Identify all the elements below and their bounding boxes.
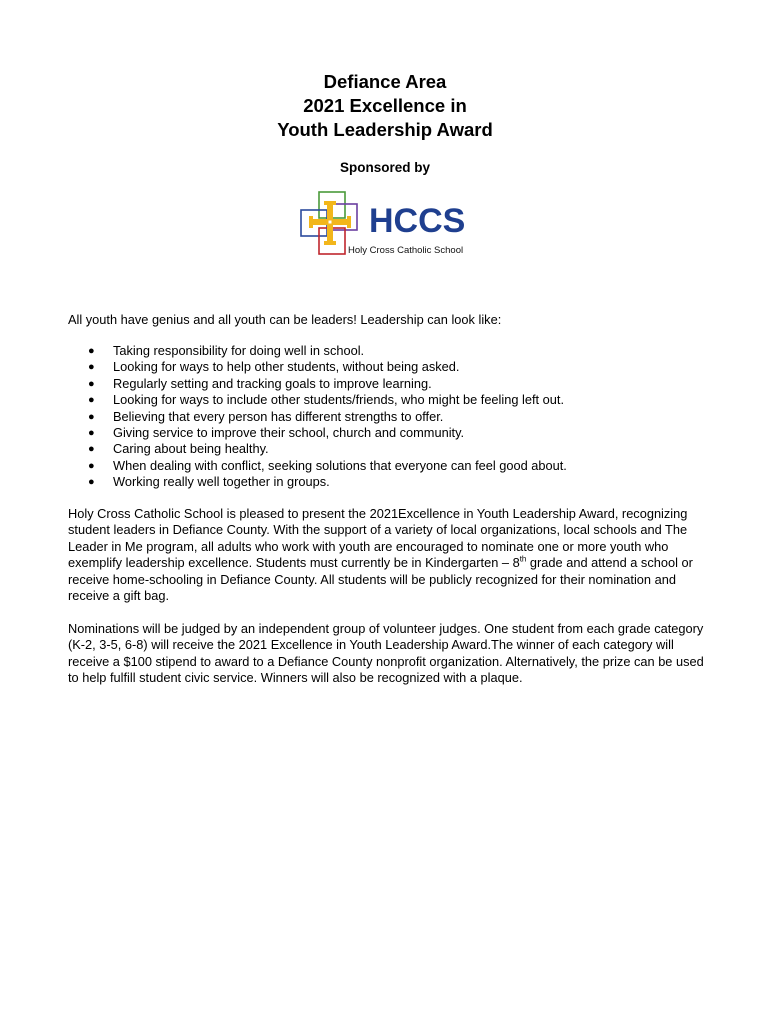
sponsored-by-label: Sponsored by	[339, 160, 430, 175]
title-line-3: Youth Leadership Award	[277, 119, 493, 140]
para1-text-end: grade and attend a school or receive home-schooling in Defiance County. All students will be publicly recognized for their nomination and receive a gift bag.	[68, 555, 693, 604]
bullet-icon: ●	[88, 476, 95, 489]
title-line-1: Defiance Area	[323, 71, 447, 92]
list-item	[68, 392, 708, 408]
list-item	[68, 441, 708, 457]
list-item	[68, 376, 708, 392]
title-line-2: 2021 Excellence in	[303, 95, 467, 116]
logo-school-name: Holy Cross Catholic School	[348, 245, 464, 256]
bullet-icon: ●	[88, 394, 95, 407]
list-item-text: When dealing with conflict, seeking solutions that everyone can feel good about.	[113, 457, 567, 473]
list-item-text: Giving service to improve their school, church and community.	[113, 425, 465, 441]
judging-paragraph: Nominations will be judged by an independent group of volunteer judges. One student from each grade category (K-2, 3-5, 6-8) will receive the 2021 Excellence in Youth Leadership Award.The winner of each category will receive a $100 stipend to award to a Defiance County nonprofit organization. Alternatively, the prize can be used to help fulfill student civic service. Winners will also be recognized with a plaque.	[68, 621, 704, 686]
intro-paragraph: All youth have genius and all youth can be leaders! Leadership can look like:	[68, 312, 502, 327]
bullet-icon: ●	[88, 361, 95, 374]
hccs-logo	[299, 191, 474, 261]
list-item-text: Taking responsibility for doing well in school.	[113, 343, 365, 358]
award-description-paragraph	[68, 506, 708, 604]
list-item	[68, 458, 708, 474]
para1-text-start: Holy Cross Catholic School is pleased to present the 2021Excellence in Youth Leadership Award, recognizing student leaders in Defiance County. With the support of a variety of local organizations, local schools and The Leader in Me program, all adults who work with youth are encouraged to nominate one or more youth who exemplify leadership excellence. Students must currently be in Kindergarten – 8	[68, 506, 688, 571]
document-title	[0, 70, 770, 142]
logo-acronym: HCCS	[369, 202, 466, 240]
leadership-bullet-list	[68, 343, 708, 491]
bullet-icon: ●	[88, 443, 95, 456]
list-item-text: Looking for ways to include other students/friends, who might be feeling left out.	[113, 392, 564, 408]
list-item	[68, 343, 708, 359]
list-item-text: Regularly setting and tracking goals to improve learning.	[113, 375, 432, 391]
bullet-icon: ●	[88, 459, 95, 472]
logo-square-purple	[331, 204, 357, 230]
list-item-text: Caring about being healthy.	[113, 441, 269, 457]
list-item	[68, 409, 708, 425]
bullet-icon: ●	[88, 377, 95, 390]
list-item-text: Believing that every person has different strengths to offer.	[113, 408, 444, 424]
list-item	[68, 474, 708, 490]
list-item-text: Looking for ways to help other students, without being asked.	[113, 359, 460, 375]
bullet-icon: ●	[88, 345, 95, 357]
bullet-icon: ●	[88, 427, 95, 440]
list-item-text: Working really well together in groups.	[113, 474, 330, 490]
list-item	[68, 425, 708, 441]
para1-superscript: th	[519, 554, 527, 564]
list-item	[68, 359, 708, 375]
hccs-logo-graphic	[299, 191, 474, 261]
bullet-icon: ●	[88, 410, 95, 423]
